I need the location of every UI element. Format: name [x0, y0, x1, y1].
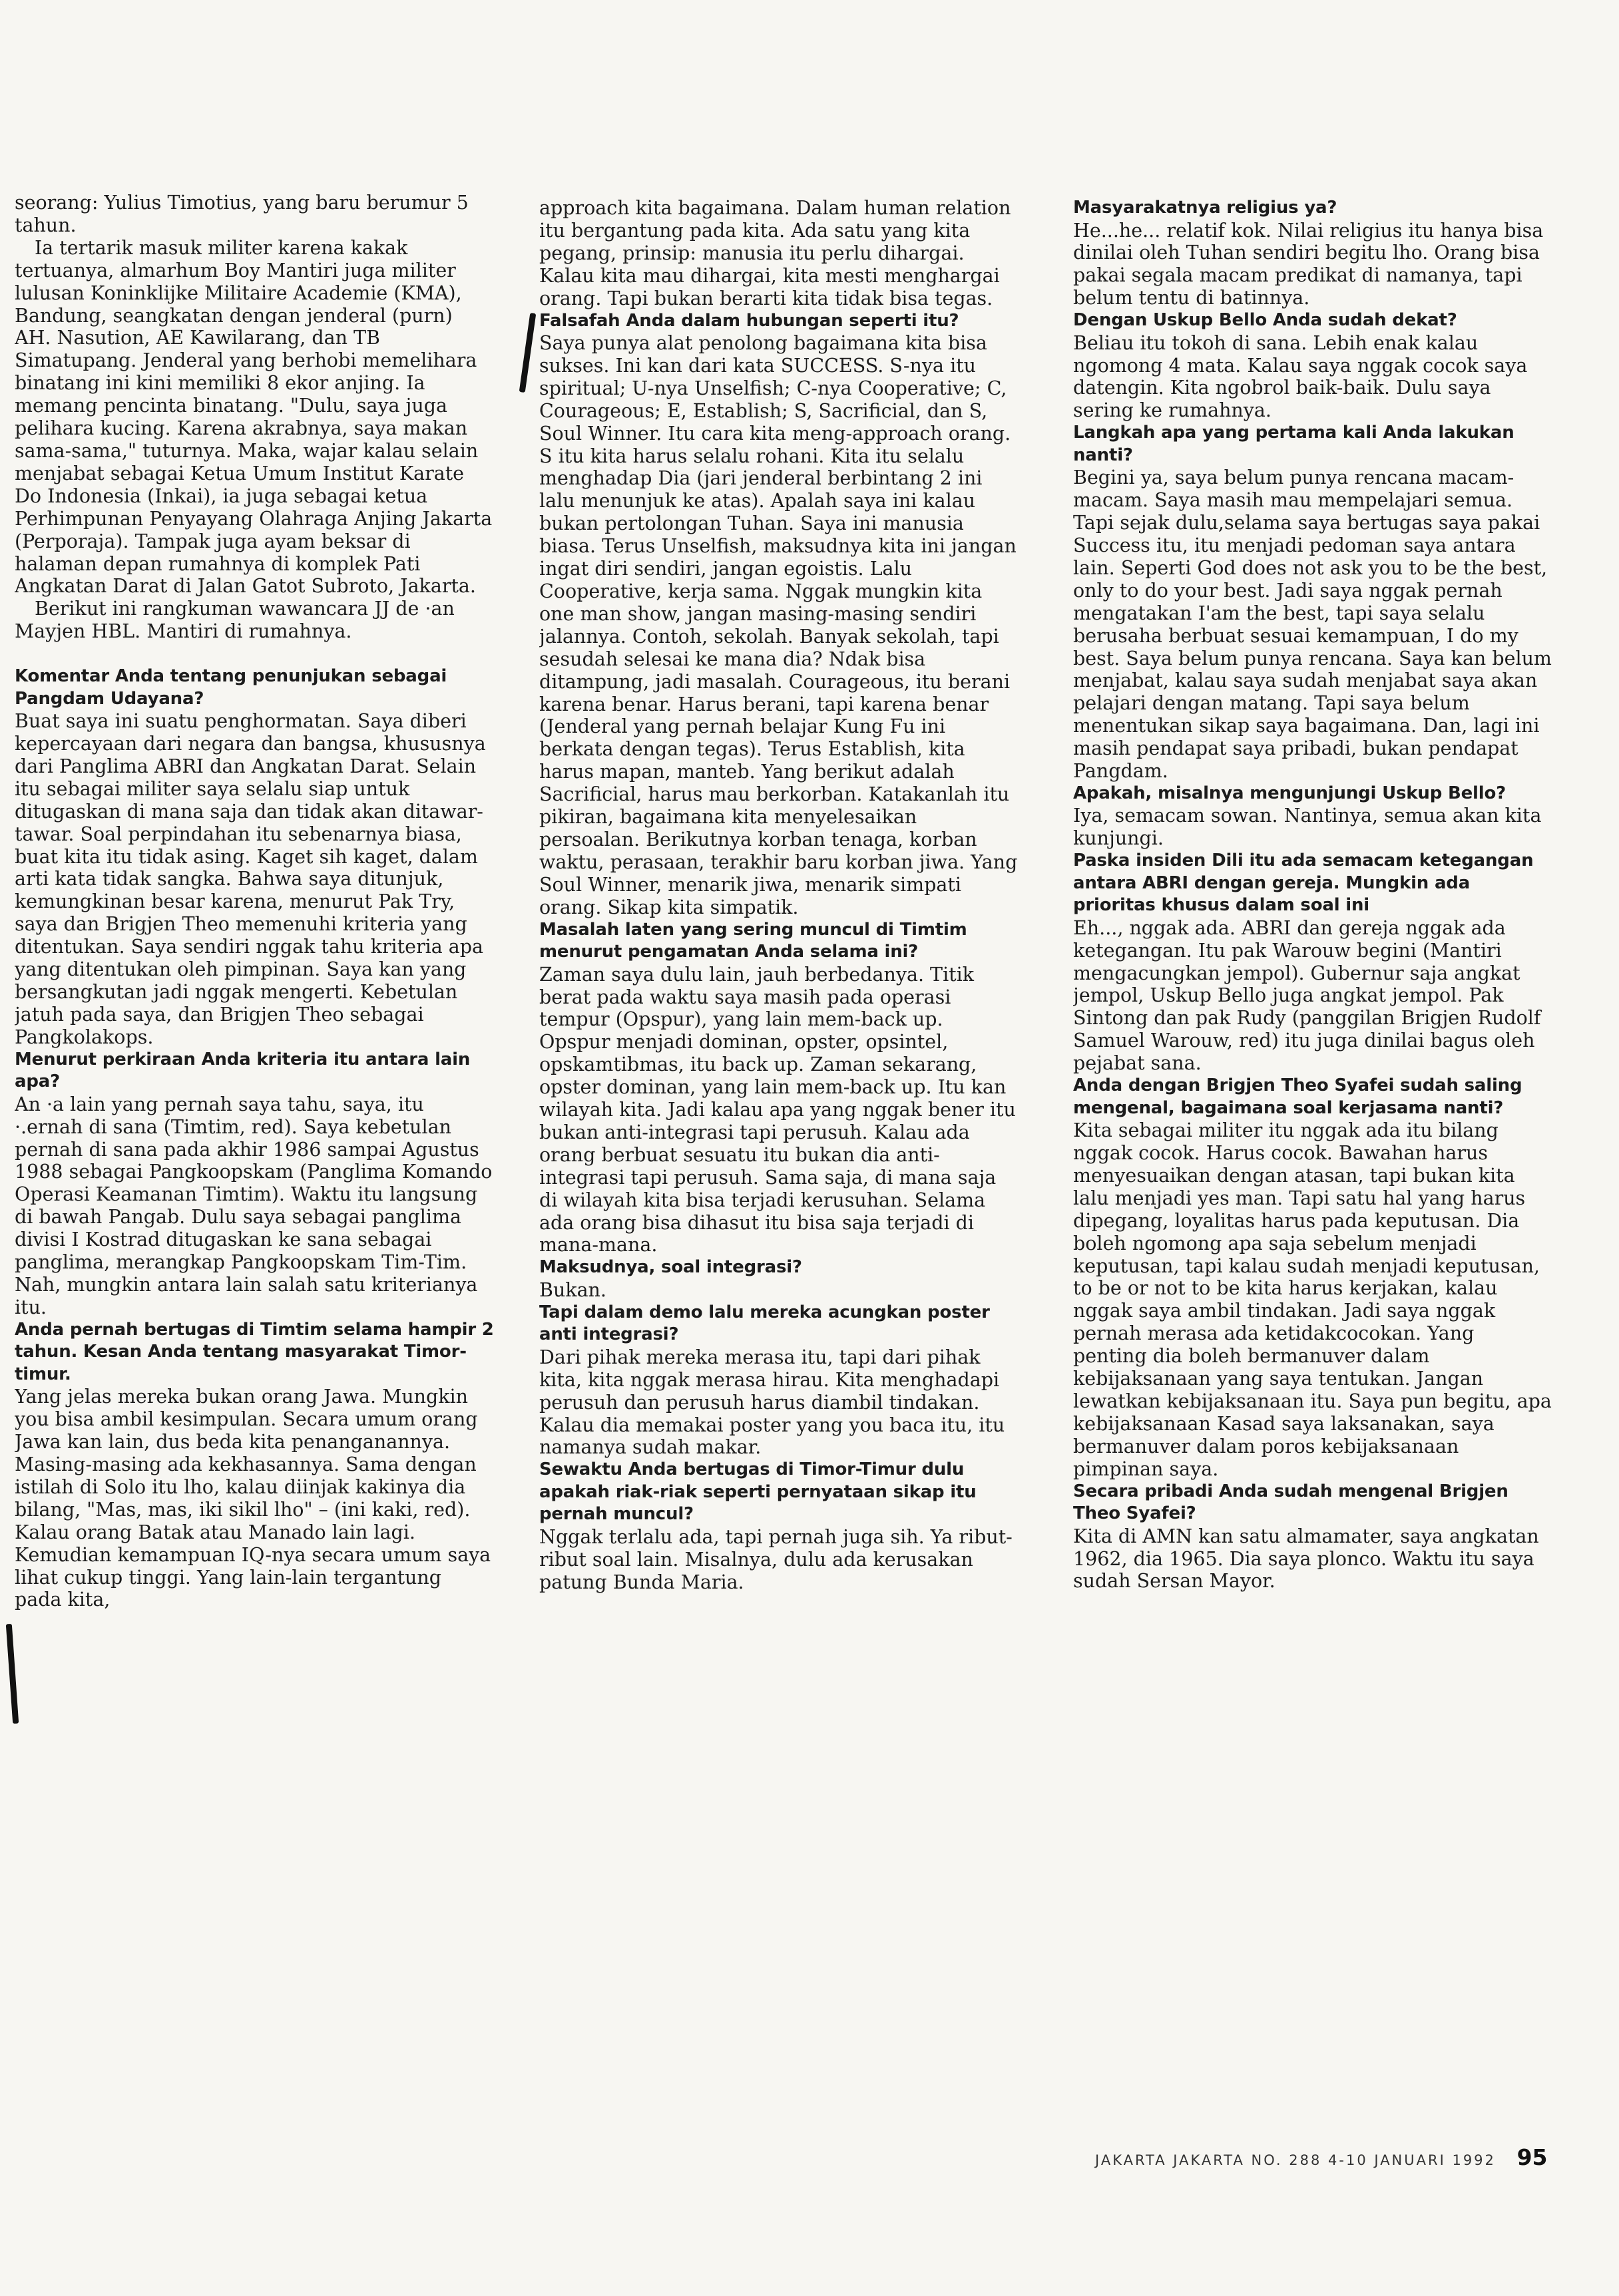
interview-question: Komentar Anda tentang penunjukan sebagai Pangdam Udayana?: [15, 666, 447, 709]
interview-question: Maksudnya, soal integrasi?: [539, 1257, 802, 1278]
body-paragraph: Ia tertarik masuk militer karena kakak tertuanya, almarhum Boy Mantiri juga militer lulusan Koninklijke Militaire Academie (KMA), Bandung, seangkatan dengan jenderal (purn) AH. Nasution, AE Kawilarang, dan TB Simatupang. Jenderal yang berhobi memelihara binatang ini kini memiliki 8 ekor anjing. Ia memang pencinta binatang. "Dulu, saya juga pelihara kucing. Karena akrabnya, saya makan sama-sama," tuturnya. Maka, wajar kalau selain menjabat sebagai Ketua Umum Institut Karate Do Indonesia (Inkai), ia juga sebagai ketua Perhimpunan Penyayang Olahraga Anjing Jakarta (Perporaja). Tampak juga ayam beksar di halaman depan rumahnya di komplek Pati Angkatan Darat di Jalan Gatot Subroto, Jakarta.: [15, 236, 493, 598]
interview-question: Menurut perkiraan Anda kriteria itu antara lain apa?: [15, 1049, 471, 1092]
interview-question: Anda pernah bertugas di Timtim selama hampir 2 tahun. Kesan Anda tentang masyarakat Timor-timur.: [15, 1319, 494, 1384]
issue-date: 4-10 JANUARI 1992: [1328, 2152, 1496, 2168]
interview-question: Falsafah Anda dalam hubungan seperti itu?: [539, 310, 959, 331]
interview-question: Masyarakatnya religius ya?: [1073, 198, 1337, 218]
interview-question: Apakah, misalnya mengunjungi Uskup Bello?: [1073, 783, 1506, 803]
body-paragraph: Zaman saya dulu lain, jauh berbedanya. Titik berat pada waktu saya masih pada operasi tempur (Opspur), yang lain mem-back up. Opspur menjadi dominan, opster, opsintel, opskamtibmas, itu back up. Zaman sekarang, opster dominan, yang lain mem-back up. Itu kan wilayah kita. Jadi kalau apa yang nggak bener itu bukan anti-integrasi tapi perusuh. Kalau ada orang berbuat sesuatu itu bukan dia anti-integrasi tapi perusuh. Sama saja, di mana saja di wilayah kita bisa terjadi kerusuhan. Selama ada orang bisa dihasut itu bisa saja terjadi di mana-mana.: [539, 963, 1016, 1256]
margin-pen-mark: [519, 313, 537, 393]
body-paragraph: Berikut ini rangkuman wawancara JJ de ·an Mayjen HBL. Mantiri di rumahnya.: [15, 598, 455, 643]
interview-question: Paska insiden Dili itu ada semacam ketegangan antara ABRI dengan gereja. Mungkin ada prioritas khusus dalam soal ini: [1073, 851, 1534, 916]
interview-question: Anda dengan Brigjen Theo Syafei sudah saling mengenal, bagaimana soal kerjasama nanti?: [1073, 1075, 1522, 1118]
interview-question: Tapi dalam demo lalu mereka acungkan poster anti integrasi?: [539, 1302, 990, 1345]
interview-question: Langkah apa yang pertama kali Anda lakukan nanti?: [1073, 423, 1514, 465]
body-paragraph: Saya punya alat penolong bagaimana kita bisa sukses. Ini kan dari kata SUCCESS. S-nya itu spiritual; U-nya Unselfish; C-nya Cooperative; C, Courageous; E, Establish; S, Sacrificial, dan S, Soul Winner. Itu cara kita meng-approach orang. S itu kita harus selalu rohani. Kita itu selalu menghadap Dia (jari jenderal berbintang 2 ini lalu menunjuk ke atas). Apalah saya ini kalau bukan pertolongan Tuhan. Saya ini manusia biasa. Terus Unselfish, maksudnya kita ini jangan ingat diri sendiri, jangan egoistis. Lalu Cooperative, kerja sama. Nggak mungkin kita one man show, jangan masing-masing sendiri jalannya. Contoh, sekolah. Banyak sekolah, tapi sesudah selesai ke mana dia? Ndak bisa ditampung, jadi masalah. Courageous, itu berani karena benar. Harus berani, tapi karena benar (Jenderal yang pernah belajar Kung Fu ini berkata dengan tegas). Terus Establish, kita harus mapan, manteb. Yang berikut adalah Sacrificial, harus mau berkorban. Katakanlah itu pikiran, bagaimana kita menyelesaikan persoalan. Berikutnya korban tenaga, korban waktu, perasaan, terakhir baru korban jiwa. Yang Soul Winner, menarik jiwa, menarik simpati orang. Sikap kita simpatik.: [539, 332, 1018, 918]
body-paragraph: Eh..., nggak ada. ABRI dan gereja nggak ada ketegangan. Itu pak Warouw begini (Mantiri mengacungkan jempol). Gubernur saja angkat jempol, Uskup Bello juga angkat jempol. Pak Sintong dan pak Rudy (panggilan Brigjen Rudolf Samuel Warouw, red) itu juga dinilai bagus oleh pejabat sana.: [1073, 916, 1541, 1075]
body-paragraph: Begini ya, saya belum punya rencana macam-macam. Saya masih mau mempelajari semua. Tapi sejak dulu,selama saya bertugas saya pakai Success itu, itu menjadi pedoman saya antara lain. Seperti God does not ask you to be the best, only to do your best. Jadi saya nggak pernah mengatakan I'am the best, tapi saya selalu berusaha berbuat sesuai kemampuan, I do my best. Saya belum punya rencana. Saya kan belum menjabat, kalau saya sudah menjabat saya akan pelajari dengan matang. Tapi saya belum menentukan sikap saya bagaimana. Dan, lagi ini masih pendapat saya pribadi, bukan pendapat Pangdam.: [1073, 467, 1552, 783]
interview-question: Secara pribadi Anda sudah mengenal Brigjen Theo Syafei?: [1073, 1481, 1508, 1524]
body-paragraph: He...he... relatif kok. Nilai religius itu hanya bisa dinilai oleh Tuhan sendiri begitu lho. Orang bisa pakai segala macam predikat di namanya, tapi belum tentu di batinnya.: [1073, 219, 1544, 309]
body-paragraph: Dari pihak mereka merasa itu, tapi dari pihak kita, kita nggak merasa hirau. Kita menghadapi perusuh dan perusuh harus diambil tindakan. Kalau dia memakai poster yang you baca itu, itu namanya sudah makar.: [539, 1346, 1005, 1459]
interview-question: Sewaktu Anda bertugas di Timor-Timur dulu apakah riak-riak seperti pernyataan sikap itu pernah muncul?: [539, 1459, 977, 1525]
body-paragraph: Buat saya ini suatu penghormatan. Saya diberi kepercayaan dari negara dan bangsa, khususnya dari Panglima ABRI dan Angkatan Darat. Selain itu sebagai militer saya selalu siap untuk ditugaskan di mana saja dan tidak akan ditawar-tawar. Soal perpindahan itu sebenarnya biasa, buat kita itu tidak asing. Kaget sih kaget, dalam arti kata tidak sangka. Bahwa saya ditunjuk, kemungkinan besar karena, menurut Pak Try, saya dan Brigjen Theo memenuhi kriteria yang ditentukan. Saya sendiri nggak tahu kriteria apa yang ditentukan oleh pimpinan. Saya kan yang bersangkutan jadi nggak mengerti. Kebetulan jatuh pada saya, dan Brigjen Theo sebagai Pangkolakops.: [15, 710, 486, 1048]
body-paragraph: seorang: Yulius Timotius, yang baru berumur 5 tahun.: [15, 192, 469, 236]
article-column-2: [539, 197, 1019, 2034]
body-paragraph: Yang jelas mereka bukan orang Jawa. Mungkin you bisa ambil kesimpulan. Secara umum orang Jawa kan lain, dus beda kita penanganannya. Masing-masing ada kekhasannya. Sama dengan istilah di Solo itu lho, kalau diinjak kakinya dia bilang, "Mas, mas, iki sikil lho" – (ini kaki, red). Kalau orang Batak atau Manado lain lagi. Kemudian kemampuan IQ-nya secara umum saya lihat cukup tinggi. Yang lain-lain tergantung pada kita,: [15, 1386, 491, 1611]
body-paragraph: Nggak terlalu ada, tapi pernah juga sih. Ya ribut-ribut soal lain. Misalnya, dulu ada kerusakan patung Bunda Maria.: [539, 1525, 1013, 1593]
magazine-issue: JAKARTA JAKARTA NO. 288: [1095, 2152, 1322, 2168]
article-column-1: [15, 192, 494, 2062]
article-column-3: [1073, 197, 1552, 1907]
body-paragraph: Beliau itu tokoh di sana. Lebih enak kalau ngomong 4 mata. Kalau saya nggak cocok saya datengin. Kita ngobrol baik-baik. Dulu saya sering ke rumahnya.: [1073, 331, 1528, 422]
body-paragraph: An ·a lain yang pernah saya tahu, saya, itu ·.ernah di sana (Timtim, red). Saya kebetulan pernah di sana pada akhir 1986 sampai Agustus 1988 sebagai Pangkoopskam (Panglima Komando Operasi Keamanan Timtim). Waktu itu langsung di bawah Pangab. Dulu saya sebagai panglima divisi I Kostrad ditugaskan ke sana sebagai panglima, merangkap Pangkoopskam Tim-Tim. Nah, mungkin antara lain salah satu kriterianya itu.: [15, 1093, 493, 1318]
page-number: 95: [1516, 2144, 1548, 2170]
body-paragraph: Kita di AMN kan satu almamater, saya angkatan 1962, dia 1965. Dia saya plonco. Waktu itu saya sudah Sersan Mayor.: [1073, 1525, 1539, 1593]
body-paragraph: Iya, semacam sowan. Nantinya, semua akan kita kunjungi.: [1073, 805, 1542, 850]
page-footer: [1095, 2144, 1548, 2170]
body-paragraph: Bukan.: [539, 1278, 606, 1301]
interview-question: Dengan Uskup Bello Anda sudah dekat?: [1073, 310, 1457, 331]
body-paragraph: approach kita bagaimana. Dalam human relation itu bergantung pada kita. Ada satu yang kita pegang, prinsip: manusia itu perlu dihargai. Kalau kita mau dihargai, kita mesti menghargai orang. Tapi bukan berarti kita tidak bisa tegas.: [539, 197, 1011, 309]
interview-question: Masalah laten yang sering muncul di Timtim menurut pengamatan Anda selama ini?: [539, 919, 967, 962]
body-paragraph: Kita sebagai militer itu nggak ada itu bilang nggak cocok. Harus cocok. Bawahan harus menyesuaikan dengan atasan, tapi bukan kita lalu menjadi yes man. Tapi satu hal yang harus dipegang, loyalitas harus pada keputusan. Dia boleh ngomong apa saja sebelum menjadi keputusan, tapi kalau sudah menjadi keputusan, to be or not to be kita harus kerjakan, kalau nggak saya ambil tindakan. Jadi saya nggak pernah merasa ada ketidakcocokan. Yang penting dia boleh bermanuver dalam kebijaksanaan yang saya tentukan. Jangan lewatkan kebijaksanaan itu. Saya pun begitu, apa kebijaksanaan Kasad saya laksanakan, saya bermanuver dalam poros kebijaksanaan pimpinan saya.: [1073, 1119, 1552, 1480]
